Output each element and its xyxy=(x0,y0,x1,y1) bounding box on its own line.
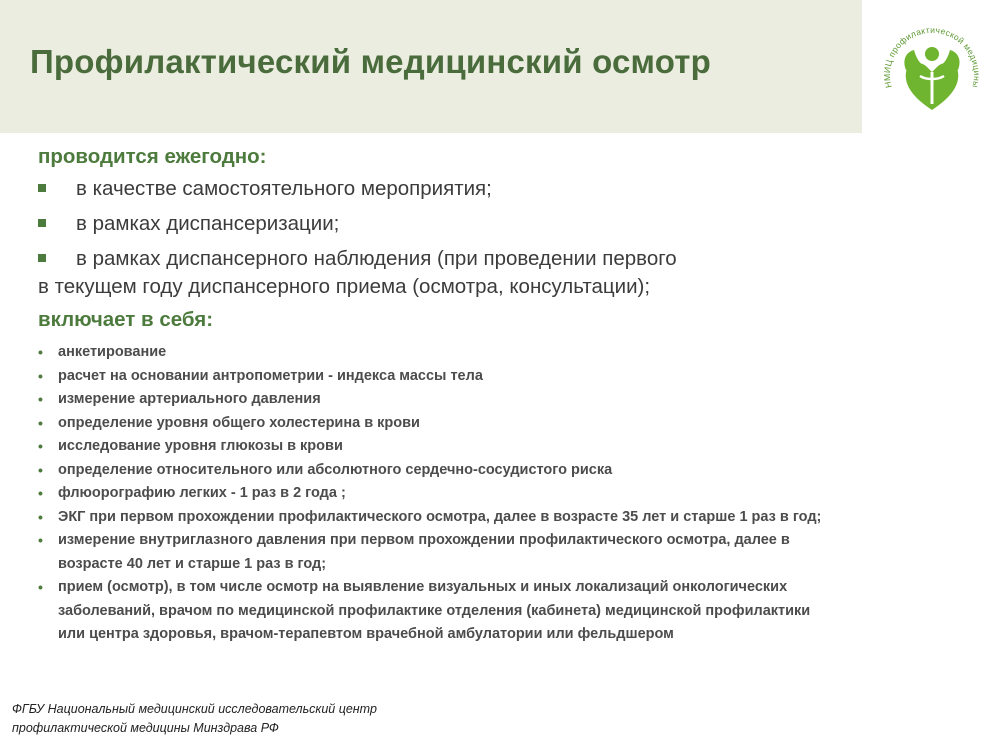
person-heart-logo-icon xyxy=(876,14,988,126)
footer-line: ФГБУ Национальный медицинский исследовательский центр xyxy=(12,702,377,716)
list-item-text: в рамках диспансерного наблюдения (при проведении первого xyxy=(76,247,677,270)
annual-list xyxy=(38,171,978,276)
list-item-text: измерение артериального давления xyxy=(58,391,321,407)
list-item-text: исследование уровня глюкозы в крови xyxy=(58,438,343,454)
list-item xyxy=(38,412,978,436)
list-item xyxy=(38,459,978,483)
list-item-text: или центра здоровья, врачом-терапевтом врачебной амбулатории или фельдшером xyxy=(58,626,674,642)
list-item xyxy=(38,576,978,647)
list-item-continuation: в текущем году диспансерного приема (осмотра, консультации); xyxy=(38,275,651,298)
content-area xyxy=(38,143,978,647)
list-item-text: прием (осмотр), в том числе осмотр на выявление визуальных и иных локализаций онкологических xyxy=(58,579,788,595)
bullet-icon: • xyxy=(38,532,43,548)
bullet-icon: • xyxy=(38,461,43,478)
bullet-icon: • xyxy=(38,579,43,595)
section-heading-includes: включает в себя: xyxy=(38,308,214,331)
logo-text: НМИЦ профилактической медицины xyxy=(881,24,983,89)
list-item-text: определение относительного или абсолютного сердечно-сосудистого риска xyxy=(58,461,613,478)
list-item-text: измерение внутриглазного давления при первом прохождении профилактического осмотра, далее в xyxy=(58,532,790,548)
list-item-text: возрасте 40 лет и старше 1 раз в год; xyxy=(58,555,327,572)
square-bullet-icon xyxy=(38,184,46,192)
list-item-text: ЭКГ при первом прохождении профилактического осмотра, далее в возрасте 35 лет и старше 1 раз в год; xyxy=(58,508,822,525)
bullet-icon: • xyxy=(38,485,43,501)
list-item xyxy=(38,206,978,241)
page-title: Профилактический медицинский осмотр xyxy=(30,43,711,80)
list-item xyxy=(38,341,978,365)
square-bullet-icon xyxy=(38,219,46,227)
list-item xyxy=(38,482,978,506)
bullet-icon: • xyxy=(38,414,43,431)
bullet-icon: • xyxy=(38,367,43,384)
footer-line: профилактической медицины Минздрава РФ xyxy=(12,721,279,735)
list-item xyxy=(38,171,978,206)
list-item-text: в рамках диспансеризации; xyxy=(76,212,340,235)
list-item-text: расчет на основании антропометрии - индекса массы тела xyxy=(58,367,483,384)
title-band xyxy=(0,0,862,133)
list-item-text: в качестве самостоятельного мероприятия; xyxy=(76,177,492,200)
list-item-text: анкетирование xyxy=(58,344,167,360)
list-item xyxy=(38,388,978,412)
list-item xyxy=(38,365,978,389)
list-item-text: определение уровня общего холестерина в крови xyxy=(58,414,420,431)
bullet-icon: • xyxy=(38,344,43,360)
includes-list xyxy=(38,341,978,647)
bullet-icon: • xyxy=(38,508,43,525)
list-item xyxy=(38,435,978,459)
bullet-icon: • xyxy=(38,438,43,454)
section-heading-annual: проводится ежегодно: xyxy=(38,145,267,168)
list-item-text: заболеваний, врачом по медицинской профилактике отделения (кабинета) медицинской профилактики xyxy=(58,602,811,619)
list-item-text: флюорографию легких - 1 раз в 2 года ; xyxy=(58,485,346,501)
bullet-icon: • xyxy=(38,391,43,407)
list-item xyxy=(38,529,978,576)
list-item xyxy=(38,506,978,530)
list-item xyxy=(38,241,978,276)
square-bullet-icon xyxy=(38,254,46,262)
footer-organization xyxy=(12,700,377,738)
